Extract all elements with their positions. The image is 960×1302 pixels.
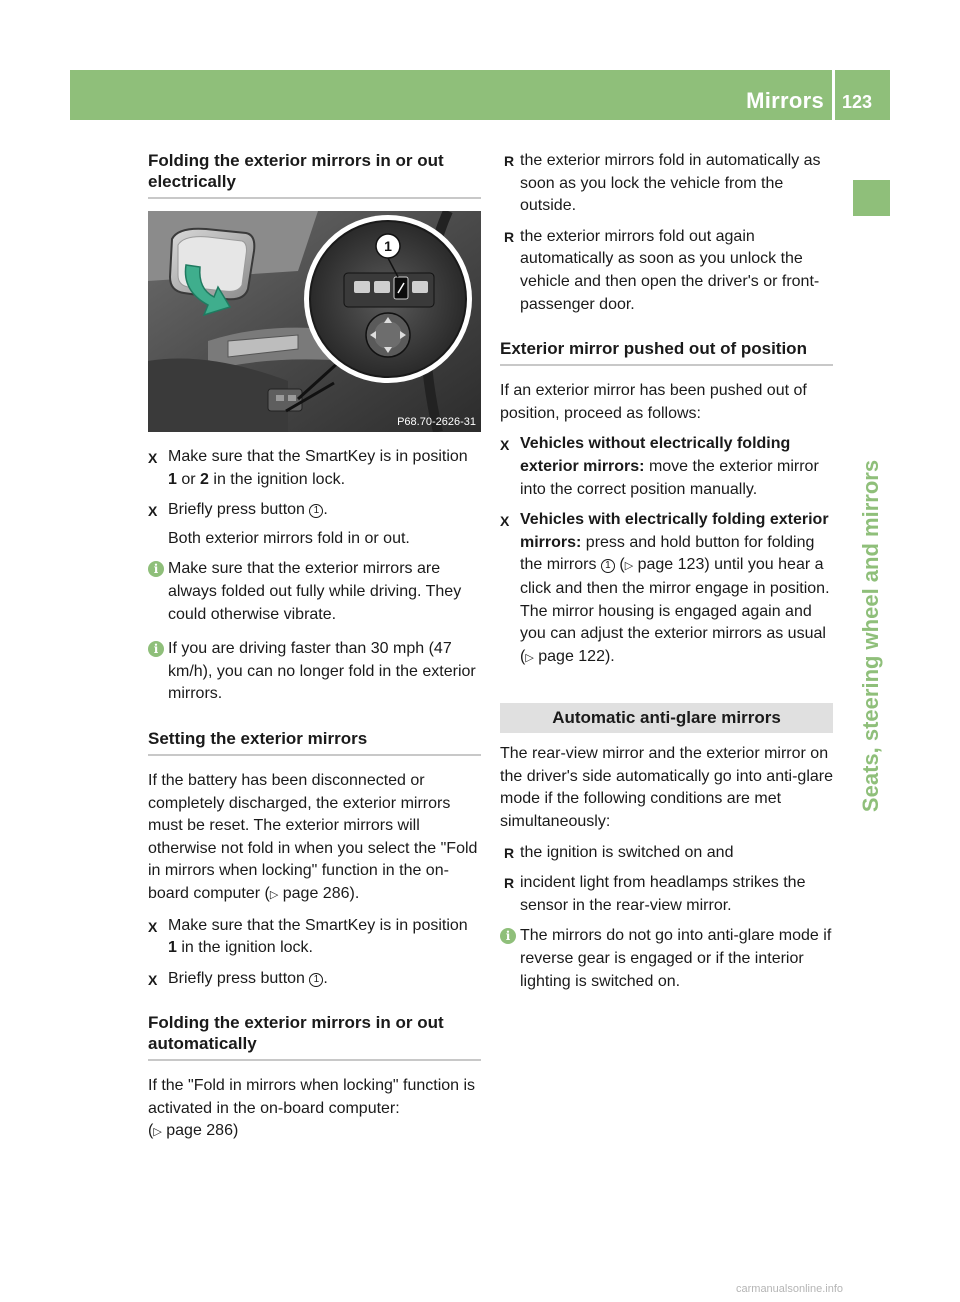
watermark: carmanualsonline.info xyxy=(736,1283,844,1295)
page-arrow-icon: ▷ xyxy=(153,1126,162,1139)
callout-ref: 1 xyxy=(309,973,323,987)
step-with-electric: X Vehicles with electrically folding exterior mirrors: press and hold button for folding the mirrors 1 (▷ page 123) until you hear a click and then the mirror engage in position. The mirror housing is engaged again and you can adjust the exterior mirrors as usual (▷ page 122). xyxy=(500,511,830,665)
info-icon: i xyxy=(148,641,164,657)
chapter-label: Seats, steering wheel and mirrors xyxy=(858,459,883,813)
antiglare-paragraph: The rear-view mirror and the exterior mirror on the driver's side automatically go into anti-glare mode if the following conditions are met simultaneously: xyxy=(500,745,833,831)
page-arrow-icon: ▷ xyxy=(525,651,534,664)
step-without-electric: X Vehicles without electrically folding exterior mirrors: move the exterior mirror into the correct position manually. xyxy=(500,435,819,498)
bullet-marker: R xyxy=(504,228,515,245)
step-marker: X xyxy=(500,513,510,530)
fold-auto-paragraph: If the "Fold in mirrors when locking" function is activated in the on-board computer: (▷ page 286) xyxy=(148,1077,476,1140)
section-title-pushed: Exterior mirror pushed out of position xyxy=(500,338,833,366)
step-smartkey-position: X Make sure that the SmartKey is in position 1 or 2 in the ignition lock. xyxy=(148,448,468,488)
info-note-fold-out: i Make sure that the exterior mirrors are always folded out fully while driving. They could otherwise vibrate. xyxy=(148,558,481,626)
info-icon: i xyxy=(500,928,516,944)
info-icon: i xyxy=(148,561,164,577)
bullet-marker: R xyxy=(504,844,515,861)
right-column xyxy=(500,150,833,993)
bullet-fold-in-lock: R the exterior mirrors fold in automatically as soon as you lock the vehicle from the outside. xyxy=(504,152,821,215)
info-note-speed: i If you are driving faster than 30 mph (47 km/h), you can no longer fold in the exterior mirrors. xyxy=(148,638,481,706)
step-marker: X xyxy=(148,503,158,520)
section-title-antiglare: Automatic anti-glare mirrors xyxy=(500,703,833,733)
step-marker: X xyxy=(148,971,158,988)
section-title-fold-electric: Folding the exterior mirrors in or out electrically xyxy=(148,150,481,199)
step-marker: X xyxy=(148,918,158,935)
left-column xyxy=(148,150,481,1144)
step-setting-smartkey: X Make sure that the SmartKey is in position 1 in the ignition lock. xyxy=(148,916,468,957)
section-title-fold-auto: Folding the exterior mirrors in or out automatically xyxy=(148,1012,481,1061)
image-code: P68.70-2626-31 xyxy=(397,416,476,428)
bullet-headlamp-light: R incident light from headlamps strikes the sensor in the rear-view mirror. xyxy=(504,874,806,914)
step-marker: X xyxy=(500,437,510,454)
page-number: 123 xyxy=(842,92,873,112)
step-result: Both exterior mirrors fold in or out. xyxy=(168,529,410,547)
callout-ref: 1 xyxy=(309,504,323,518)
bullet-marker: R xyxy=(504,875,515,892)
bullet-marker: R xyxy=(504,153,515,169)
step-press-button: X Briefly press button 1 . Both exterior mirrors fold in or out. xyxy=(148,499,481,550)
callout-number: 1 xyxy=(384,238,392,254)
info-note-antiglare: i The mirrors do not go into anti-glare mode if reverse gear is engaged or if the interior lighting is switched on. xyxy=(500,925,833,993)
page-title: Mirrors xyxy=(746,88,824,113)
page-arrow-icon: ▷ xyxy=(624,560,634,573)
section-title-setting: Setting the exterior mirrors xyxy=(148,728,481,756)
door-panel-illustration xyxy=(148,211,481,432)
page-arrow-icon: ▷ xyxy=(269,888,279,901)
step-marker: X xyxy=(148,450,158,466)
header-separator xyxy=(832,70,835,120)
chapter-tab xyxy=(853,180,890,216)
setting-paragraph: If the battery has been disconnected or completely discharged, the exterior mirrors must be reset. The exterior mirrors will otherwise not fold in when you select the "Fold in mirrors when locking" function in the on-board computer (▷ page 286). xyxy=(148,771,478,902)
callout-ref: 1 xyxy=(601,559,615,573)
bullet-ignition-on: R the ignition is switched on and xyxy=(500,842,833,865)
step-setting-press: X Briefly press button 1 . xyxy=(148,968,481,991)
bullet-fold-out-unlock: R the exterior mirrors fold out again automatically as soon as you unlock the vehicle and then open the driver's or front-passenger door. xyxy=(504,227,820,313)
pushed-paragraph: If an exterior mirror has been pushed out of position, proceed as follows: xyxy=(500,382,807,422)
